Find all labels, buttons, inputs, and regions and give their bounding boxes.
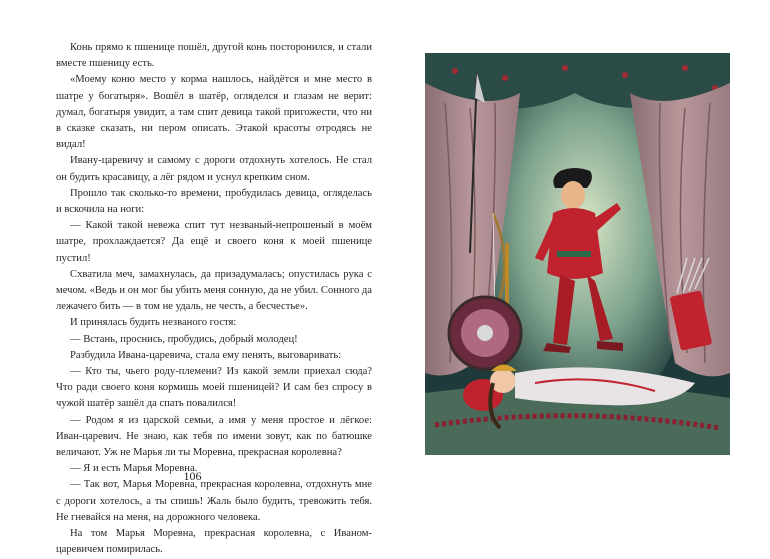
tent-scene-illustration [425,53,730,455]
paragraph: — Я и есть Марья Моревна. [70,463,198,475]
left-page [0,0,385,556]
paragraph: Прошло так сколько-то времени, пробудилась девица, огляделась и вскочила на ноги: [56,187,372,216]
paragraph: Ивану-царевичу и самому с дороги отдохнуть хотелось. Не стал он будить красавицу, а лёг рядом и уснул крепким сном. [56,155,372,183]
paragraph: Разбудила Ивана-царевича, стала ему пенять, выговаривать: [70,349,342,361]
illustration [425,53,730,455]
page-number: 106 [183,469,202,483]
paragraph: Конь прямо к пшенице пошёл, другой конь посторонился, и стали вместе пшеницу есть. [56,42,372,70]
paragraph: — Родом я из царской семьи, а имя у меня простое и лёгкое: Иван-царевич. Не знаю, как тебя по имени зовут, как по батюшке величают. Уж не Марья ли ты Моревна, прекрасная королевна? [56,414,372,459]
paragraph: Схватила меч, замахнулась, да призадумалась; опустилась рука с мечом. «Ведь и он мог бы убить меня сонную, да не убил. Сонного да лежачего бить — в том не удаль, не честь, а бесчестье». [56,268,372,313]
right-page [385,0,770,521]
paragraph: «Моему коню место у корма нашлось, найдётся и мне место в шатре у богатыря». Вошёл в шатёр, огляделся и глазам не верит: думал, богатыря увидит, а там спит девица такой пригожести, что ни в сказке сказать, ни пером описать. Этакой красоты отродясь не видал! [56,74,372,151]
paragraph: На том Марья Моревна, прекрасная королевна, с Иваном-царевичем помирилась. [56,528,372,556]
paragraph: — Встань, проснись, пробудись, добрый молодец! [70,333,298,345]
paragraph: — Какой такой невежа спит тут незваный-непрошеный в моём шатре, прохлаждается? Да ещё и своего коня к моей пшенице пустил! [56,220,372,264]
paragraph: — Так вот, Марья Моревна, прекрасная королевна, отдохнуть мне с дороги хотелось, а ты спишь! Жаль было будить, тревожить тебя. Не гневайся на меня, на дорожного человека. [56,479,372,523]
paragraph: — Кто ты, чьего роду-племени? Из какой земли приехал сюда? Что ради своего коня кормишь моей пшеницей? И сам без спросу в чужой шатёр зашёл да спать повалился! [56,366,372,410]
paragraph: И принялась будить незваного гостя: [70,317,237,329]
